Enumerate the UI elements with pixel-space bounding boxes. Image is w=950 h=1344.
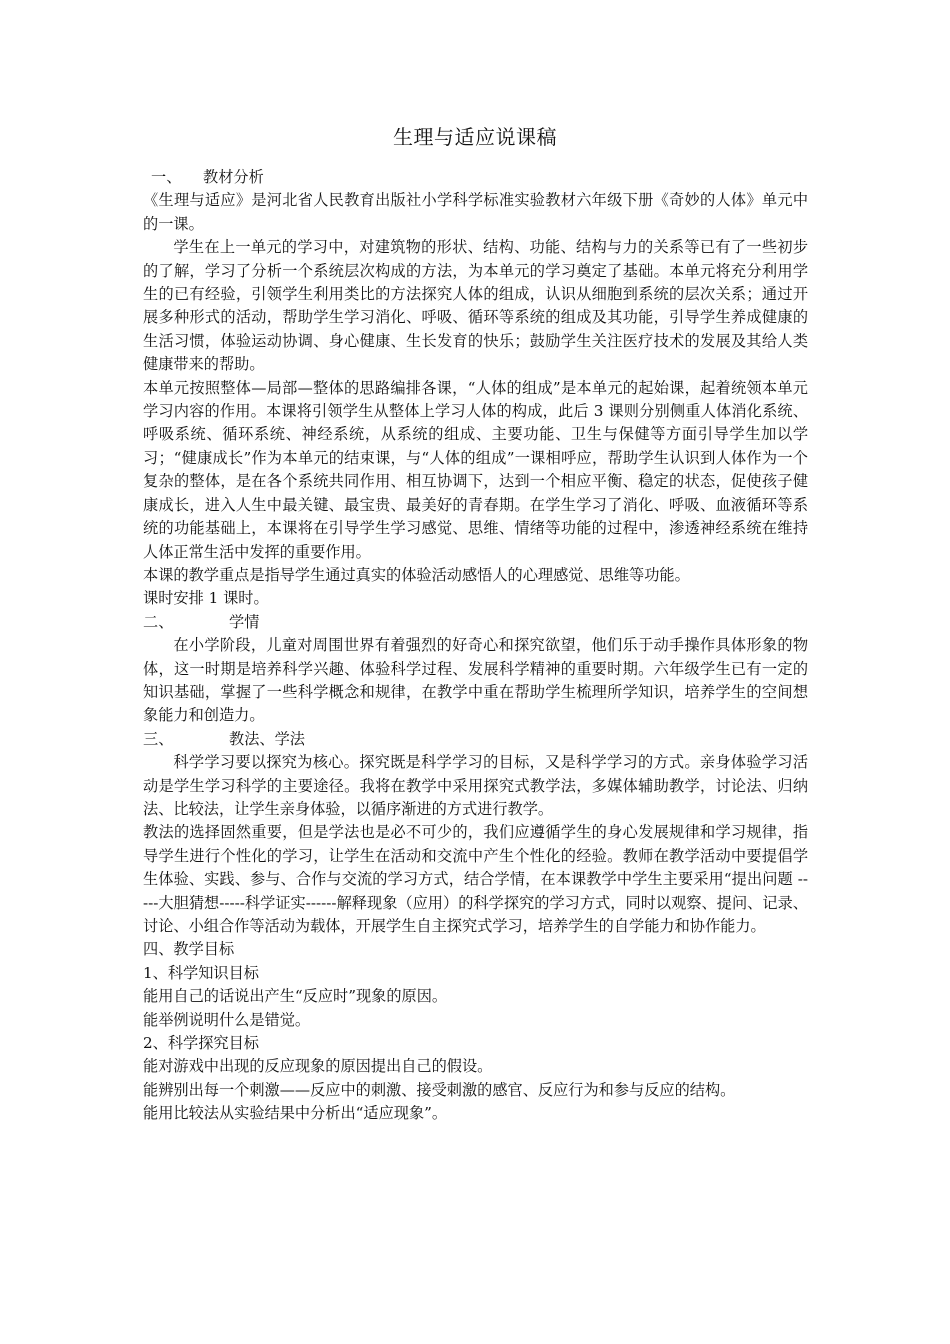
paragraph: 学生在上一单元的学习中，对建筑物的形状、结构、功能、结构与力的关系等已有了一些初步的了解，学习了分析一个系统层次构成的方法，为本单元的学习奠定了基础。本单元将充分利用学生的已有经验，引领学生利用类比的方法探究人体的组成，认识从细胞到系统的层次关系；通过开展多种形式的活动，帮助学生学习消化、呼吸、循环等系统的组成及其功能，引导学生养成健康的生活习惯，体验运动协调、身心健康、生长发育的快乐；鼓励学生关注医疗技术的发展及其给人类健康带来的帮助。 <box>143 238 808 374</box>
section-heading-2 <box>143 611 808 634</box>
section-title: 教法、学法 <box>229 729 305 748</box>
paragraph: 《生理与适应》是河北省人民教育出版社小学科学标准实验教材六年级下册《奇妙的人体》单元中的一课。 <box>143 191 808 233</box>
section-title: 教材分析 <box>203 168 264 186</box>
objective-item: 能举例说明什么是错觉。 <box>143 1010 311 1029</box>
paragraph: 科学学习要以探究为核心。探究既是科学学习的目标，又是科学学习的方式。亲身体验学习活动是学生学习科学的主要途径。我将在教学中采用探究式教学法，多媒体辅助教学，讨论法、归纳法、比较法，让学生亲身体验，以循序渐进的方式进行教学。 <box>143 753 808 818</box>
section-number: 二、 <box>143 612 174 631</box>
section-title: 学情 <box>229 612 260 631</box>
section-heading-1 <box>143 166 808 189</box>
paragraph: 本课的教学重点是指导学生通过真实的体验活动感悟人的心理感觉、思维等功能。 <box>143 565 690 584</box>
paragraph: 在小学阶段，儿童对周围世界有着强烈的好奇心和探究欲望，他们乐于动手操作具体形象的物体，这一时期是培养科学兴趣、体验科学过程、发展科学精神的重要时期。六年级学生已有一定的知识基础，掌握了一些科学概念和规律，在教学中重在帮助学生梳理所学知识，培养学生的空间想象能力和创造力。 <box>143 636 808 725</box>
document-title: 生理与适应说课稿 <box>393 125 557 149</box>
objective-item: 能对游戏中出现的反应现象的原因提出自己的假设。 <box>143 1057 493 1076</box>
paragraph: 课时安排 1 课时。 <box>143 589 269 608</box>
subsection-heading: 2、科学探究目标 <box>143 1034 259 1053</box>
paragraph: 本单元按照整体—局部—整体的思路编排各课，“人体的组成”是本单元的起始课，起着统领本单元学习内容的作用。本课将引领学生从整体上学习人体的构成，此后 3 课则分别侧重人体消化系统、呼吸系统、循环系统、神经系统，从系统的组成、主要功能、卫生与保健等方面引导学生加以学习；“健康成长”作为本单元的结束课，与“人体的组成”一课相呼应，帮助学生认识到人体作为一个复杂的整体，是在各个系统共同作用、相互协调下，达到一个相应平衡、稳定的状态，促使孩子健康成长，进入人生中最关键、最宝贵、最美好的青春期。在学生学习了消化、呼吸、血液循环等系统的功能基础上，本课将在引导学生学习感觉、思维、情绪等功能的过程中，渗透神经系统在维持人体正常生活中发挥的重要作用。 <box>143 378 808 561</box>
objective-item: 能用自己的话说出产生“反应时”现象的原因。 <box>143 987 448 1006</box>
section-heading-4: 四、教学目标 <box>143 940 235 959</box>
document-body <box>143 166 808 1126</box>
objective-item: 能辨别出每一个刺激——反应中的刺激、接受刺激的感官、反应行为和参与反应的结构。 <box>143 1080 736 1099</box>
section-number: 三、 <box>143 729 174 748</box>
objective-item: 能用比较法从实验结果中分析出“适应现象”。 <box>143 1104 448 1123</box>
paragraph: 教法的选择固然重要，但是学法也是必不可少的，我们应遵循学生的身心发展规律和学习规律，指导学生进行个性化的学习，让学生在活动和交流中产生个性化的经验。教师在教学活动中要提倡学生体验、实践、参与、合作与交流的学习方式，结合学情，在本课教学中学生主要采用“提出问题 -----大胆猜想-----科学证实------解释现象（应用）的科学探究的学习方式，同时以观察、提问、记录、讨论、小组合作等活动为载体，开展学生自主探究式学习，培养学生的自学能力和协作能力。 <box>143 823 808 935</box>
subsection-heading: 1、科学知识目标 <box>143 963 259 982</box>
section-heading-3 <box>143 728 808 751</box>
section-number: 一、 <box>151 168 182 186</box>
